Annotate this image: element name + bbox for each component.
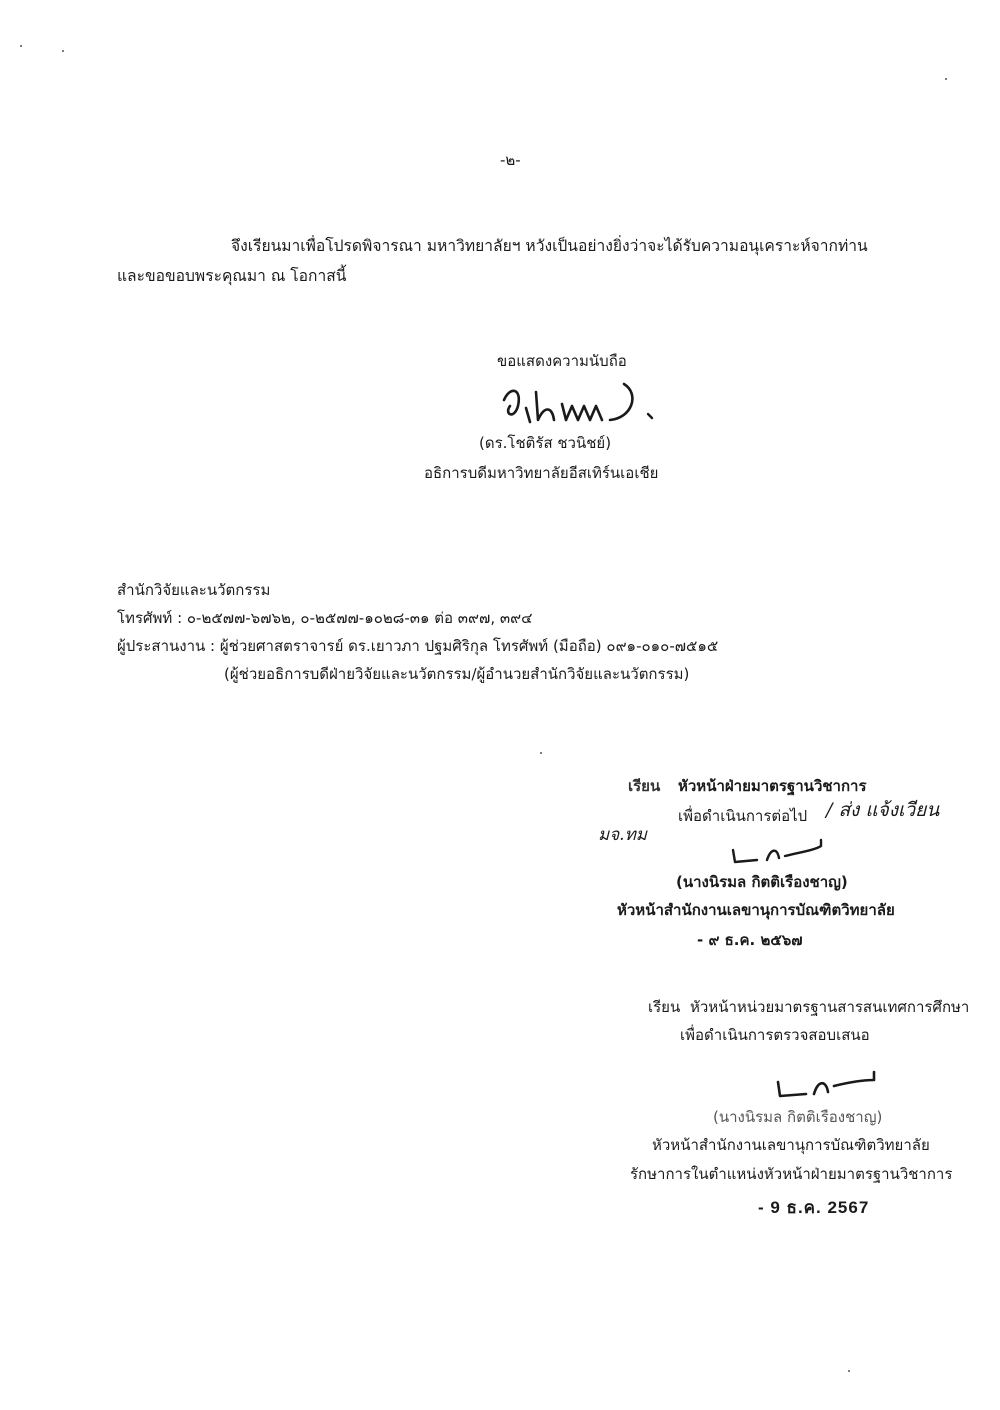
endorsement1-handwritten-initials: มจ.ทม [598,825,647,845]
page-number: -๒- [500,151,521,169]
closing-salutation: ขอแสดงความนับถือ [497,352,627,370]
endorsement2-signature [772,1068,882,1100]
endorsement2-name: (นางนิรมล กิตติเรืองชาญ) [713,1108,883,1126]
endorsement2-to: หัวหน้าหน่วยมาตรฐานสารสนเทศการศึกษา [690,998,970,1016]
office-phone: โทรศัพท์ : ๐-๒๕๗๗-๖๗๖๒, ๐-๒๕๗๗-๑๐๒๘-๓๑ ต่อ ๓๙๗, ๓๙๔ [117,609,533,627]
endorsement1-date-stamp: - ๙ ธ.ค. ๒๕๖๗ [697,931,803,949]
endorsement2-acting: รักษาการในตำแหน่งหัวหน้าฝ่ายมาตรฐานวิชาการ [630,1165,953,1183]
scan-speck [945,78,947,80]
president-signature [500,380,665,430]
office-name: สำนักวิจัยและนวัตกรรม [117,581,271,599]
endorsement2-to-label: เรียน [648,998,681,1016]
coordinator: ผู้ประสานงาน : ผู้ช่วยศาสตราจารย์ ดร.เยาวภา ปฐมศิริกุล โทรศัพท์ (มือถือ) ๐๙๑-๐๑๐-๗๕๑๕ [117,637,719,655]
endorsement1-position: หัวหน้าสำนักงานเลขานุการบัณฑิตวิทยาลัย [617,901,895,919]
endorsement2-date-stamp: - 9 ธ.ค. 2567 [758,1198,870,1217]
scan-speck [20,45,22,47]
paragraph-line-1: จึงเรียนมาเพื่อโปรดพิจารณา มหาวิทยาลัยฯ หวังเป็นอย่างยิ่งว่าจะได้รับความอนุเคราะห์จากท่าน [231,237,868,255]
scan-speck [540,752,542,754]
coordinator-position: (ผู้ช่วยอธิการบดีฝ่ายวิจัยและนวัตกรรม/ผู้อำนวยสำนักวิจัยและนวัตกรรม) [224,665,690,683]
scan-speck [62,50,64,52]
endorsement1-to: หัวหน้าฝ่ายมาตรฐานวิชาการ [678,777,867,795]
endorsement1-action: เพื่อดำเนินการต่อไป [678,807,808,825]
signer-title: อธิการบดีมหาวิทยาลัยอีสเทิร์นเอเชีย [424,464,659,482]
endorsement2-action: เพื่อดำเนินการตรวจสอบเสนอ [680,1026,870,1044]
endorsement1-signature [727,836,827,866]
paragraph-line-2: และขอขอบพระคุณมา ณ โอกาสนี้ [117,267,347,285]
endorsement1-name: (นางนิรมล กิตติเรืองชาญ) [676,873,848,891]
endorsement1-to-label: เรียน [628,777,661,795]
signer-name: (ดร.โชติรัส ชวนิชย์) [479,434,612,452]
endorsement1-handwritten-note: / ส่ง แจ้งเวียน [826,799,940,821]
endorsement2-position: หัวหน้าสำนักงานเลขานุการบัณฑิตวิทยาลัย [652,1136,930,1154]
scan-speck [848,1370,850,1372]
